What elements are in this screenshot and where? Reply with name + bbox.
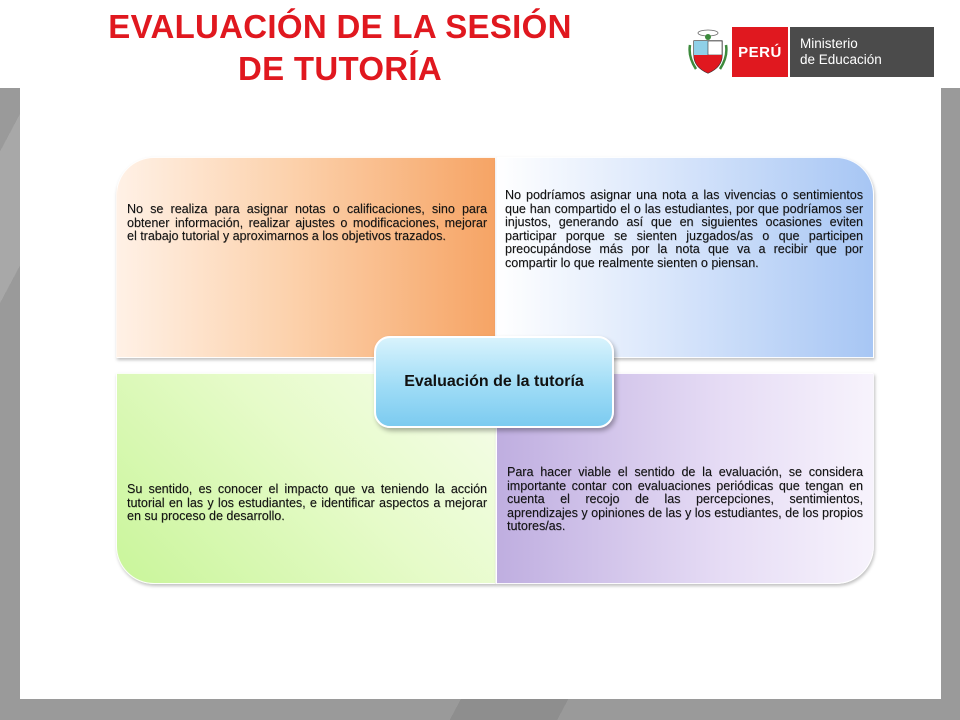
ministry-name bbox=[788, 27, 934, 77]
peru-label: PERÚ bbox=[732, 27, 788, 77]
header-band bbox=[0, 0, 960, 88]
quadrant-top-right-text: No podríamos asignar una nota a las vivencias o sentimientos que han compartido el o las estudiantes, por que podríamos ser injustos, generando así que en siguientes ocasiones eviten participar porque se sienten juzgados/as o que participen preocupándose más por la nota que va a recibir que por compartir lo que realmente sienten o piensan. bbox=[505, 188, 863, 270]
center-label-box bbox=[374, 336, 614, 428]
quadrant-top-right bbox=[496, 157, 874, 358]
quadrant-bottom-right-text: Para hacer viable el sentido de la evaluación, se considera importante contar con evaluaciones periódicas que tengan en cuenta el recojo de las percepciones, sentimientos, aprendizajes y opiniones de las y los estudiantes, de los propios tutores/as. bbox=[507, 465, 863, 533]
title-line-1: EVALUACIÓN DE LA SESIÓN bbox=[108, 8, 572, 45]
ministry-logo bbox=[688, 27, 934, 77]
quadrant-bottom-left-text: Su sentido, es conocer el impacto que va teniendo la acción tutorial en las y los estudiantes, e identificar aspectos a mejorar en su proceso de desarrollo. bbox=[127, 482, 487, 523]
slide-panel bbox=[20, 88, 941, 699]
quadrant-top-left-text: No se realiza para asignar notas o calificaciones, sino para obtener información, realizar ajustes o modificaciones, mejorar el trabajo tutorial y aproximarnos a los objetivos trazados. bbox=[127, 202, 487, 243]
title-line-2: DE TUTORÍA bbox=[237, 50, 443, 87]
page-title bbox=[60, 6, 620, 90]
center-label: Evaluación de la tutoría bbox=[404, 373, 584, 390]
ministry-line-1: Ministerio bbox=[800, 36, 858, 51]
ministry-line-2: de Educación bbox=[800, 52, 882, 67]
coat-of-arms-icon bbox=[688, 27, 728, 77]
quadrant-top-left bbox=[116, 157, 496, 358]
